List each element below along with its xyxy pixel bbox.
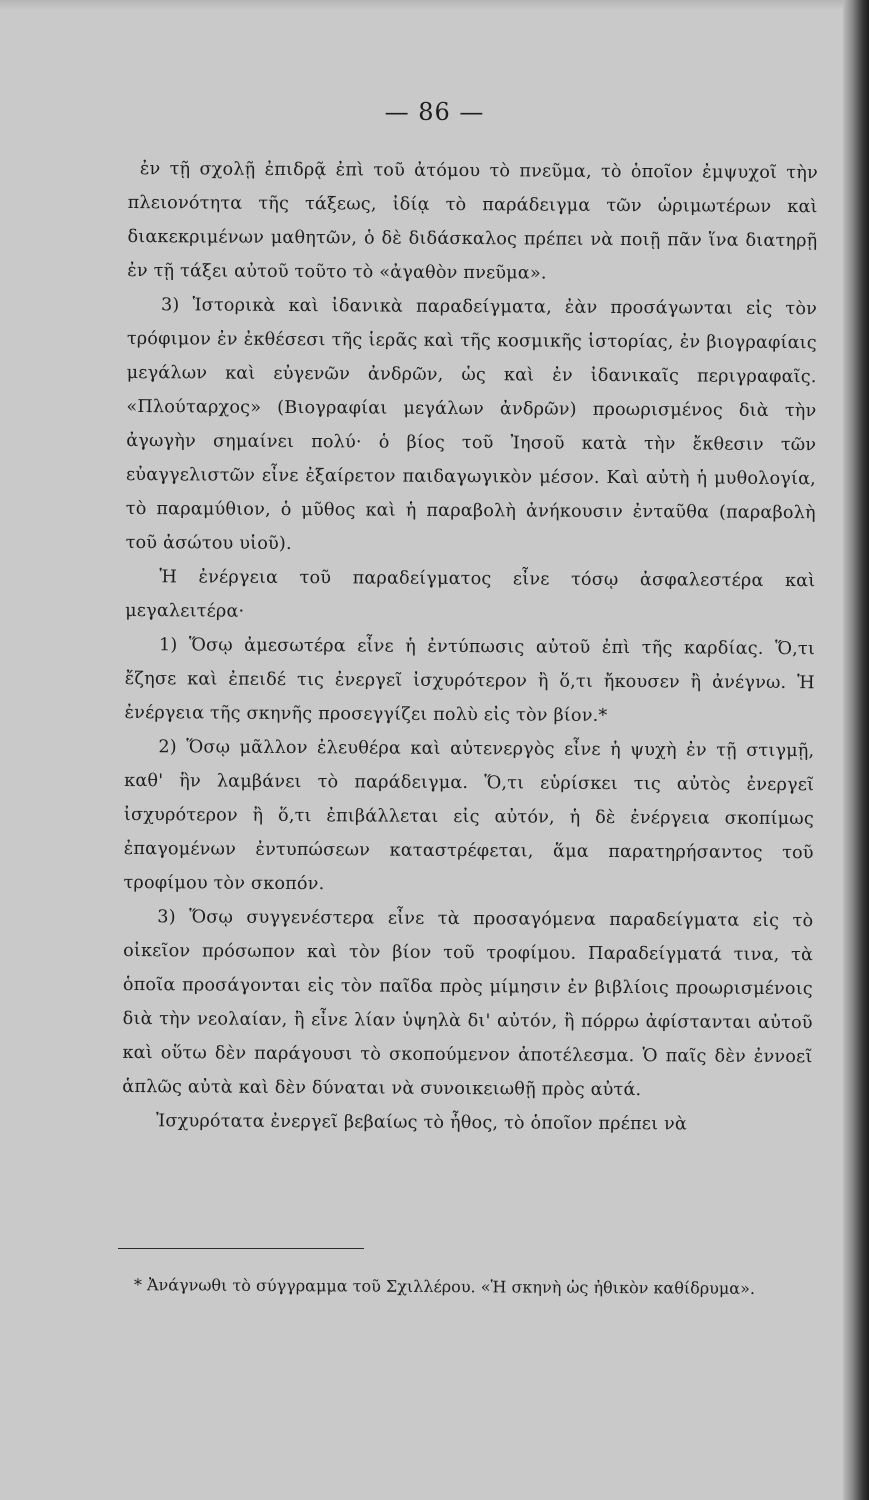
- paragraph-continuation: ἐν τῇ σχολῇ ἐπιδρᾷ ἐπὶ τοῦ ἀτόμου τὸ πνεῦμα, τὸ ὁποῖον ἐμψυχοῖ τὴν πλειονότητα τῆς τάξεως, ἰδίᾳ τὸ παράδειγμα τῶν ὡριμωτέρων καὶ διακεκριμένων μαθητῶν, ὁ δὲ διδάσκαλος πρέπει νὰ ποιῇ πᾶν ἵνα διατηρῇ ἐν τῇ τάξει αὐτοῦ τοῦτο τὸ «ἀγαθὸν πνεῦμα».: [127, 159, 818, 284]
- footnote-text: * Ἀνάγνωθι τὸ σύγγραμμα τοῦ Σχιλλέρου. «Ἡ σκηνὴ ὡς ἠθικὸν καθίδρυμα».: [133, 1275, 756, 1298]
- footnote: [108, 1272, 813, 1302]
- paragraph-ethos: Ἰσχυρότατα ἐνεργεῖ βεβαίως τὸ ἦθος, τὸ ὁποῖον πρέπει νὰ: [156, 1111, 688, 1135]
- paragraph-historical-examples: 3) Ἱστορικὰ καὶ ἰδανικὰ παραδείγματα, ἐὰν προσάγωνται εἰς τὸν τρόφιμον ἐν ἐκθέσεσι τῆς ἱερᾶς καὶ τῆς κοσμικῆς ἱστορίας, ἐν βιογραφίαις μεγάλων καὶ εὐγενῶν ἀνδρῶν, ὡς καὶ ἐν ἰδανικαῖς περιγραφαῖς. «Πλούταρχος» (Βιογραφίαι μεγάλων ἀνδρῶν) προωρισμένος διὰ τὴν ἀγωγὴν σημαίνει πολύ· ὁ βίος τοῦ Ἰησοῦ κατὰ τὴν ἔκθεσιν τῶν εὐαγγελιστῶν εἶνε ἐξαίρετον παιδαγωγικὸν μέσον. Καὶ αὐτὴ ἡ μυθολογία, τὸ παραμύθιον, ὁ μῦθος καὶ ἡ παραβολὴ ἀνήκουσιν ἐνταῦθα (παραβολὴ τοῦ ἀσώτου υἱοῦ).: [125, 295, 818, 555]
- page-number: — 86 —: [384, 98, 485, 126]
- footnote-divider: [118, 1248, 364, 1249]
- paragraph-effect-intro: Ἡ ἐνέργεια τοῦ παραδείγματος εἶνε τόσῳ ἀσφαλεστέρα καὶ μεγαλειτέρα·: [125, 567, 816, 622]
- paragraph-point-1: 1) Ὅσῳ ἀμεσωτέρα εἶνε ἡ ἐντύπωσις αὐτοῦ ἐπὶ τῆς καρδίας. Ὅ,τι ἔζησε καὶ ἐπειδέ τις ἐνεργεῖ ἰσχυρότερον ἢ ὅ,τι ἤκουσεν ἢ ἀνέγνω. Ἡ ἐνέργεια τῆς σκηνῆς προσεγγίζει πολὺ εἰς τὸν βίον.*: [124, 635, 816, 726]
- paragraph-point-3: 3) Ὅσῳ συγγενέστερα εἶνε τὰ προσαγόμενα παραδείγματα εἰς τὸ οἰκεῖον πρόσωπον καὶ τὸν βίον τοῦ τροφίμου. Παραδείγματά τινα, τὰ ὁποῖα προσάγονται εἰς τὸν παῖδα πρὸς μίμησιν ἐν βιβλίοις προωρισμένοις διὰ τὴν νεολαίαν, ἢ εἶνε λίαν ὑψηλὰ δι' αὐτόν, ἢ πόρρω ἀφίστανται αὐτοῦ καὶ οὕτω δὲν παράγουσι τὸ σκοπούμενον ἀποτέλεσμα. Ὁ παῖς δὲν ἐννοεῖ ἁπλῶς αὐτὰ καὶ δὲν δύναται νὰ συνοικειωθῇ πρὸς αὐτά.: [122, 907, 814, 1101]
- scan-right-edge: [843, 0, 869, 1500]
- body-text: [122, 152, 818, 1142]
- paragraph-point-2: 2) Ὅσῳ μᾶλλον ἐλευθέρα καὶ αὐτενεργὸς εἶνε ἡ ψυχὴ ἐν τῇ στιγμῇ, καθ' ἣν λαμβάνει τὸ παράδειγμα. Ὅ,τι εὑρίσκει τις αὐτὸς ἐνεργεῖ ἰσχυρότερον ἢ ὅ,τι ἐπιβάλλεται εἰς αὐτόν, ἡ δὲ ἐνέργεια σκοπίμως ἐπαγομένων ἐντυπώσεων καταστρέφεται, ἅμα παρατηρήσαντος τοῦ τροφίμου τὸν σκοπόν.: [123, 737, 815, 895]
- scan-top-shadow: [0, 0, 869, 10]
